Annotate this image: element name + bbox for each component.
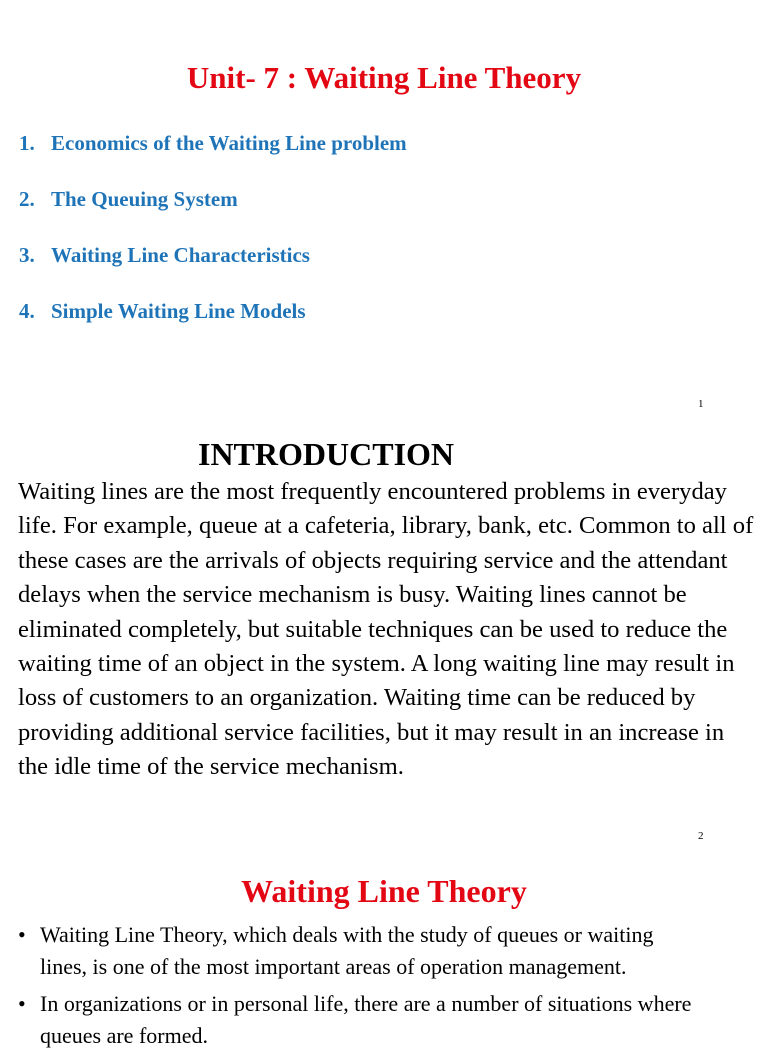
- bullet-list: [18, 919, 698, 1057]
- page-number: 2: [698, 830, 704, 842]
- topic-label: Economics of the Waiting Line problem: [51, 131, 407, 155]
- bullet-text: In organizations or in personal life, there are a number of situations where queues are formed.: [40, 991, 692, 1048]
- topic-item-economics: [19, 128, 407, 184]
- topic-number: 2.: [19, 187, 35, 211]
- topic-label: The Queuing System: [51, 187, 238, 211]
- bullet-item: [18, 919, 698, 982]
- page-number: 1: [698, 398, 704, 410]
- slide-title: INTRODUCTION: [197, 436, 455, 472]
- topic-label: Simple Waiting Line Models: [51, 299, 306, 323]
- slide-unit-7-overview: [0, 0, 768, 424]
- slide-title: Waiting Line Theory: [241, 873, 527, 909]
- topic-list: [19, 128, 407, 352]
- topic-item-characteristics: [19, 240, 407, 296]
- bullet-text: Waiting Line Theory, which deals with the study of queues or waiting lines, is one of the most important areas of operation management.: [40, 922, 654, 979]
- topic-number: 4.: [19, 299, 35, 323]
- slide-title: Unit- 7 : Waiting Line Theory: [186, 60, 582, 95]
- bullet-icon: •: [18, 991, 26, 1016]
- bullet-icon: •: [18, 922, 26, 947]
- topic-number: 1.: [19, 131, 35, 155]
- topic-number: 3.: [19, 243, 35, 267]
- slide-waiting-line-theory: [0, 854, 768, 1048]
- slide-introduction: [0, 424, 768, 854]
- bullet-item: [18, 988, 698, 1051]
- topic-label: Waiting Line Characteristics: [51, 243, 310, 267]
- topic-item-models: [19, 296, 407, 352]
- intro-paragraph: Waiting lines are the most frequently encountered problems in everyday life. For example, queue at a cafeteria, library, bank, etc. Common to all of these cases are the arrivals of objects requiring service and the attendant delays when the service mechanism is busy. Waiting lines cannot be eliminated completely, but suitable techniques can be used to reduce the waiting time of an object in the system. A long waiting line may result in loss of customers to an organization. Waiting time can be reduced by providing additional service facilities, but it may result in an increase in the idle time of the service mechanism.: [18, 478, 754, 781]
- topic-item-queuing-system: [19, 184, 407, 240]
